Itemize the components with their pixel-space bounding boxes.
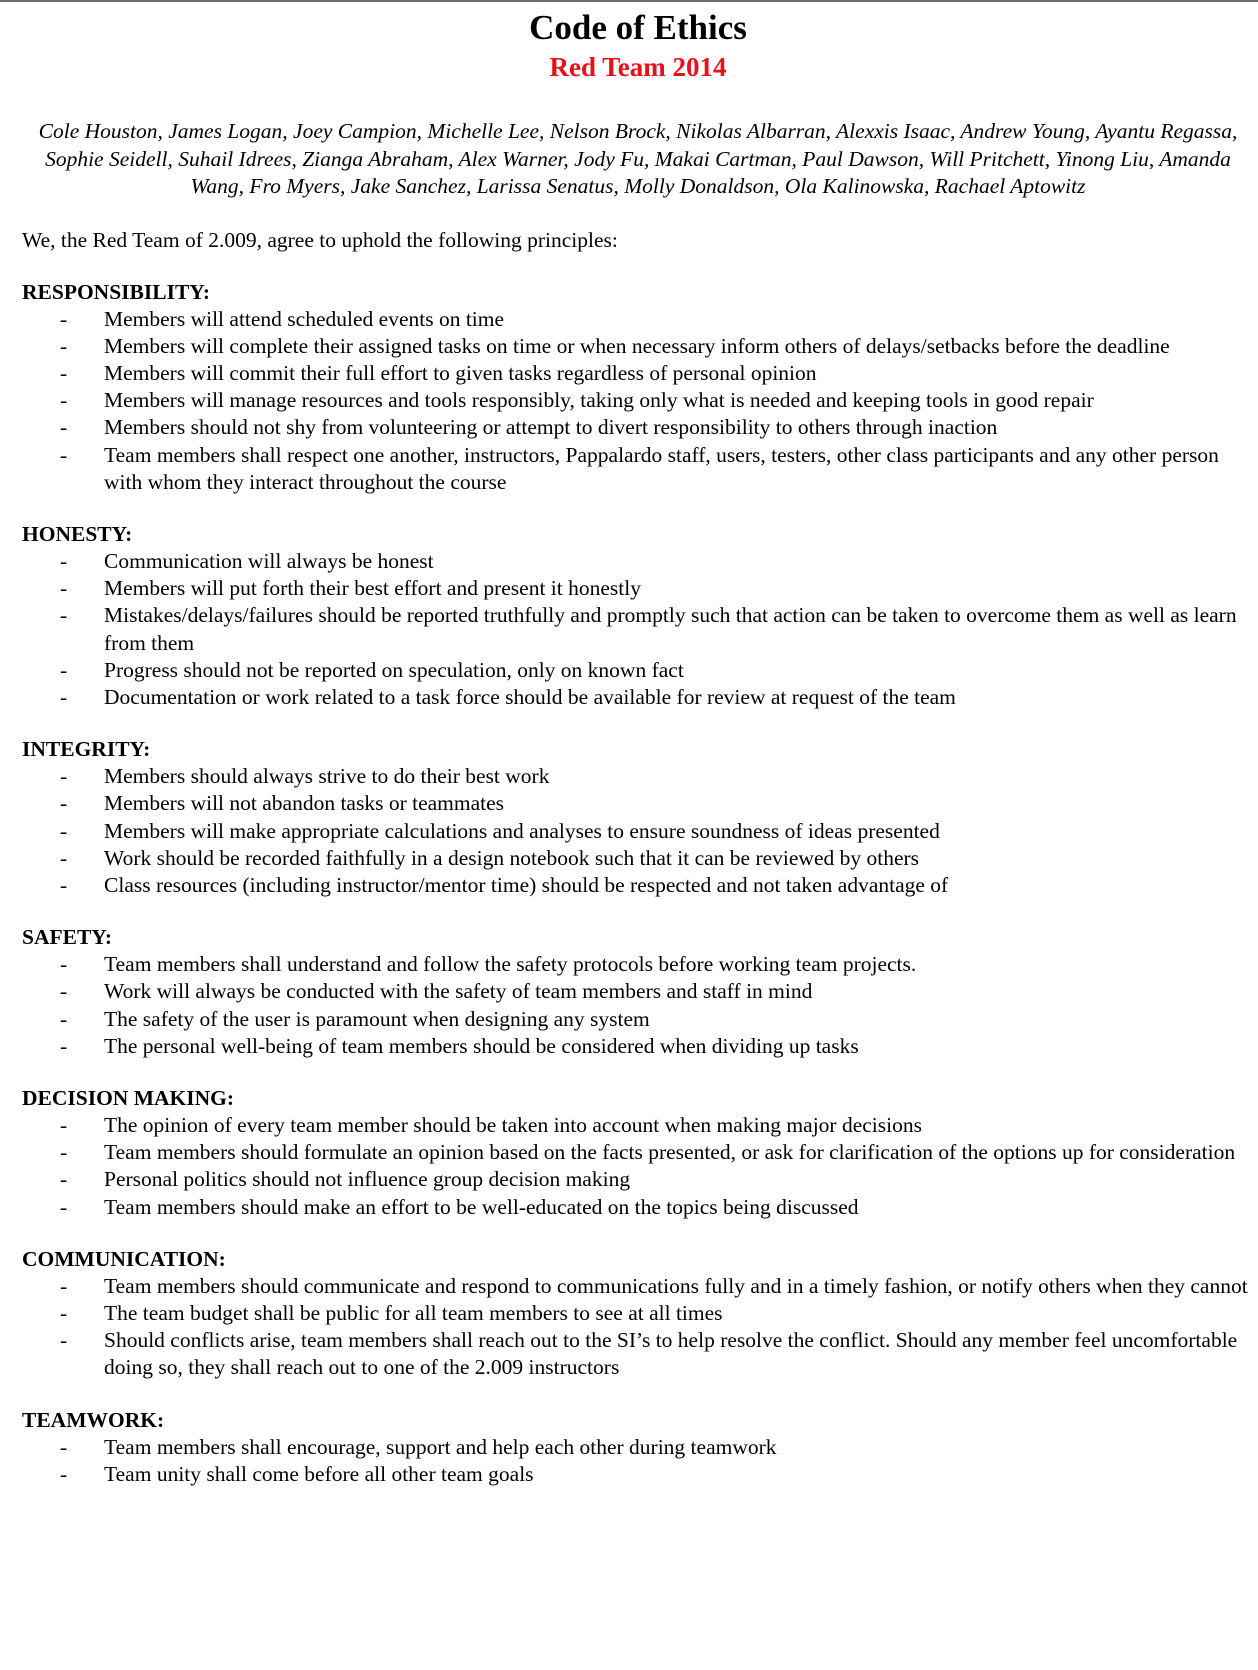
list-item <box>22 1139 1254 1166</box>
list-item <box>22 360 1254 387</box>
bullet-dash: - <box>60 1194 68 1219</box>
bullet-dash: - <box>60 1006 68 1031</box>
list-item <box>22 442 1254 496</box>
bullet-dash: - <box>60 1033 68 1058</box>
principle-list <box>22 548 1254 711</box>
list-item <box>22 414 1254 441</box>
principle-list <box>22 1273 1254 1382</box>
bullet-dash: - <box>60 764 68 789</box>
list-item-text: Work will always be conducted with the safety of team members and staff in mind <box>104 979 813 1004</box>
list-item <box>22 790 1254 817</box>
list-item-text: Communication will always be honest <box>104 548 434 573</box>
list-item-text: Mistakes/delays/failures should be reported truthfully and promptly such that action can be taken to overcome them as well as learn from them <box>104 603 1237 655</box>
section-heading: DECISION MAKING: <box>22 1085 235 1110</box>
list-item <box>22 1006 1254 1033</box>
document-title: Code of Ethics <box>529 8 747 47</box>
top-border-rule <box>0 0 1258 2</box>
list-item <box>22 978 1254 1005</box>
bullet-dash: - <box>60 603 68 628</box>
list-item-text: The team budget shall be public for all team members to see at all times <box>104 1300 723 1325</box>
list-item-text: Team members should communicate and respond to communications fully and in a timely fashion, or notify others when they cannot <box>104 1273 1248 1298</box>
list-item-text: Team members should make an effort to be well-educated on the topics being discussed <box>104 1194 859 1219</box>
list-item-text: Members will attend scheduled events on time <box>104 306 505 331</box>
author-list: Cole Houston, James Logan, Joey Campion, Michelle Lee, Nelson Brock, Nikolas Albarran, Alexxis Isaac, Andrew Young, Ayantu Regassa, Sophie Seidell, Suhail Idrees, Zianga Abraham, Alex Warner, Jody Fu, Makai Cartman, Paul Dawson, Will Pritchett, Yinong Liu, Amanda Wang, Fro Myers, Jake Sanchez, Larissa Senatus, Molly Donaldson, Ola Kalinowska, Rachael Aptowitz <box>38 119 1238 198</box>
list-item-text: Work should be recorded faithfully in a design notebook such that it can be reviewed by others <box>104 845 920 870</box>
list-item-text: Team unity shall come before all other team goals <box>104 1461 534 1486</box>
bullet-dash: - <box>60 1434 68 1459</box>
list-item-text: Should conflicts arise, team members shall reach out to the SI’s to help resolve the conflict. Should any member feel uncomfortable doing so, they shall reach out to one of the 2.009 instructors <box>104 1328 1238 1380</box>
document-page <box>22 6 1254 1488</box>
list-item-text: Team members shall encourage, support and help each other during teamwork <box>104 1434 777 1459</box>
list-item-text: Progress should not be reported on speculation, only on known fact <box>104 657 684 682</box>
bullet-dash: - <box>60 818 68 843</box>
bullet-dash: - <box>60 1140 68 1165</box>
principle-list <box>22 1112 1254 1221</box>
list-item <box>22 951 1254 978</box>
bullet-dash: - <box>60 872 68 897</box>
list-item <box>22 1112 1254 1139</box>
bullet-dash: - <box>60 1167 68 1192</box>
section-integrity <box>22 736 1254 899</box>
list-item-text: Members will commit their full effort to given tasks regardless of personal opinion <box>104 360 817 385</box>
principles-sections <box>22 279 1254 1489</box>
list-item <box>22 763 1254 790</box>
list-item-text: Members will manage resources and tools responsibly, taking only what is needed and keeping tools in good repair <box>104 388 1094 413</box>
bullet-dash: - <box>60 442 68 467</box>
list-item-text: Members will not abandon tasks or teammates <box>104 791 505 816</box>
bullet-dash: - <box>60 415 68 440</box>
section-heading: COMMUNICATION: <box>22 1246 226 1271</box>
bullet-dash: - <box>60 306 68 331</box>
bullet-dash: - <box>60 1328 68 1353</box>
list-item <box>22 602 1254 656</box>
bullet-dash: - <box>60 360 68 385</box>
section-teamwork <box>22 1407 1254 1488</box>
list-item-text: Documentation or work related to a task force should be available for review at request of the team <box>104 684 956 709</box>
list-item <box>22 387 1254 414</box>
list-item-text: Team members shall understand and follow the safety protocols before working team projects. <box>104 952 917 977</box>
bullet-dash: - <box>60 952 68 977</box>
bullet-dash: - <box>60 791 68 816</box>
section-communication <box>22 1246 1254 1382</box>
list-item <box>22 1273 1254 1300</box>
principle-list <box>22 951 1254 1060</box>
list-item <box>22 1300 1254 1327</box>
intro-statement: We, the Red Team of 2.009, agree to uphold the following principles: <box>22 227 618 252</box>
list-item <box>22 575 1254 602</box>
bullet-dash: - <box>60 548 68 573</box>
list-item-text: Class resources (including instructor/mentor time) should be respected and not taken advantage of <box>104 872 949 897</box>
list-item <box>22 1194 1254 1221</box>
list-item-text: Team members should formulate an opinion based on the facts presented, or ask for clarification of the options up for consideration <box>104 1140 1236 1165</box>
list-item <box>22 1033 1254 1060</box>
list-item <box>22 1327 1254 1381</box>
section-heading: HONESTY: <box>22 521 133 546</box>
bullet-dash: - <box>60 1112 68 1137</box>
list-item <box>22 872 1254 899</box>
bullet-dash: - <box>60 845 68 870</box>
section-heading: RESPONSIBILITY: <box>22 279 210 304</box>
list-item <box>22 1166 1254 1193</box>
list-item <box>22 306 1254 333</box>
bullet-dash: - <box>60 657 68 682</box>
section-safety <box>22 924 1254 1060</box>
list-item-text: The safety of the user is paramount when designing any system <box>104 1006 650 1031</box>
list-item <box>22 684 1254 711</box>
list-item-text: Members should not shy from volunteering or attempt to divert responsibility to others through inaction <box>104 415 998 440</box>
list-item-text: Members will make appropriate calculations and analyses to ensure soundness of ideas presented <box>104 818 940 843</box>
list-item <box>22 657 1254 684</box>
list-item <box>22 1461 1254 1488</box>
section-heading: TEAMWORK: <box>22 1407 165 1432</box>
list-item <box>22 548 1254 575</box>
list-item-text: The opinion of every team member should be taken into account when making major decisions <box>104 1112 922 1137</box>
section-honesty <box>22 521 1254 711</box>
list-item-text: Members will complete their assigned tasks on time or when necessary inform others of delays/setbacks before the deadline <box>104 333 1170 358</box>
list-item <box>22 1434 1254 1461</box>
bullet-dash: - <box>60 388 68 413</box>
list-item <box>22 333 1254 360</box>
principle-list <box>22 306 1254 496</box>
bullet-dash: - <box>60 684 68 709</box>
list-item <box>22 818 1254 845</box>
principle-list <box>22 763 1254 899</box>
section-heading: INTEGRITY: <box>22 737 151 762</box>
section-decision-making <box>22 1085 1254 1221</box>
bullet-dash: - <box>60 1300 68 1325</box>
bullet-dash: - <box>60 333 68 358</box>
list-item-text: Team members shall respect one another, instructors, Pappalardo staff, users, testers, other class participants and any other person with whom they interact throughout the course <box>104 442 1219 494</box>
bullet-dash: - <box>60 576 68 601</box>
bullet-dash: - <box>60 979 68 1004</box>
list-item-text: Members will put forth their best effort and present it honestly <box>104 576 641 601</box>
list-item-text: Members should always strive to do their best work <box>104 764 550 789</box>
list-item-text: The personal well-being of team members should be considered when dividing up tasks <box>104 1033 859 1058</box>
section-heading: SAFETY: <box>22 925 113 950</box>
bullet-dash: - <box>60 1461 68 1486</box>
list-item-text: Personal politics should not influence group decision making <box>104 1167 631 1192</box>
bullet-dash: - <box>60 1273 68 1298</box>
list-item <box>22 845 1254 872</box>
principle-list <box>22 1434 1254 1488</box>
document-subtitle: Red Team 2014 <box>549 52 727 82</box>
section-responsibility <box>22 279 1254 496</box>
